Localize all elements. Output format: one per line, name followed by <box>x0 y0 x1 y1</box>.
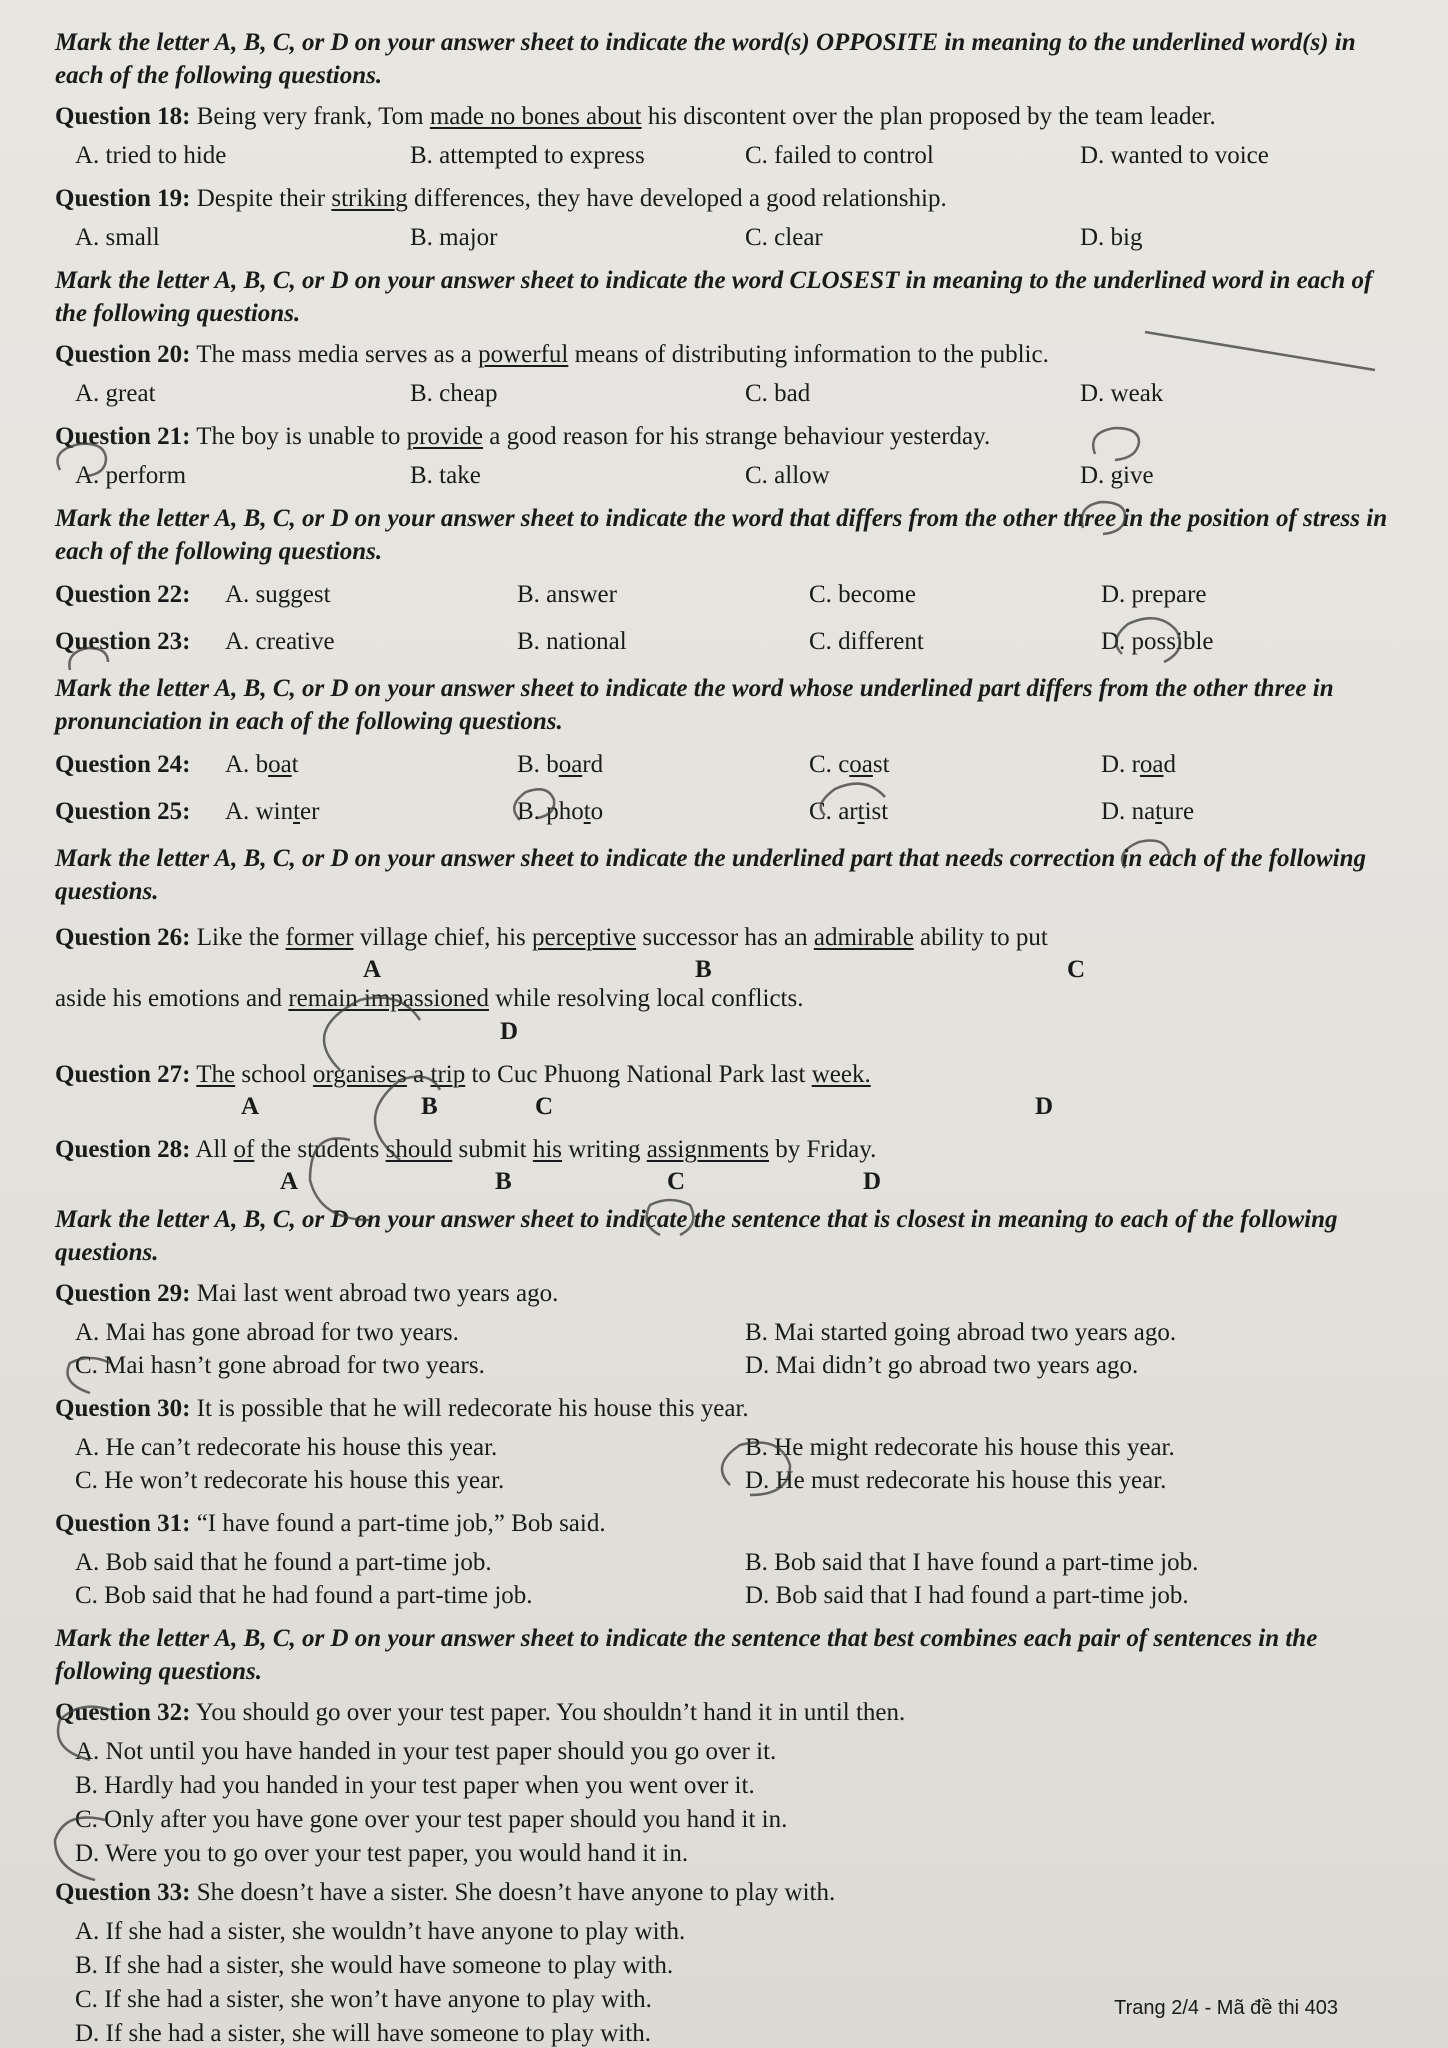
option-d[interactable]: D. Were you to go over your test paper, you would hand it in. <box>75 1840 689 1867</box>
mark-c: C <box>535 1092 554 1120</box>
option-b[interactable]: B. national <box>517 628 627 655</box>
option-c[interactable]: C. become <box>809 581 916 608</box>
option-a[interactable]: A. great <box>75 380 156 407</box>
options-33 <box>55 1915 1395 2048</box>
option-c[interactable]: C. clear <box>745 224 823 251</box>
question-25: Question 25: A. winter B. photo C. artist D. nature <box>55 795 1395 828</box>
mark-d: D <box>500 1017 519 1045</box>
mark-d: D <box>1035 1092 1054 1120</box>
options-18 <box>55 139 1395 172</box>
option-a[interactable]: A. creative <box>225 628 335 655</box>
part-b[interactable]: perceptive <box>532 924 637 951</box>
option-c[interactable]: C. Bob said that he had found a part-time job. <box>75 1582 533 1609</box>
option-b[interactable]: B. Hardly had you handed in your test paper when you went over it. <box>75 1772 755 1799</box>
question-21: Question 21: The boy is unable to provide a good reason for his strange behaviour yesterday. <box>55 423 991 450</box>
question-24: Question 24: A. boat B. board C. coast D. road <box>55 748 1395 781</box>
option-d[interactable]: D. big <box>1080 224 1143 251</box>
options-20 <box>55 377 1395 410</box>
option-c[interactable]: C. failed to control <box>745 142 934 169</box>
option-d[interactable]: D. road <box>1101 751 1176 778</box>
question-23: Question 23: A. creative B. national C. different D. possible <box>55 625 1395 658</box>
option-d[interactable]: D. He must redecorate his house this year. <box>745 1467 1167 1494</box>
option-c[interactable]: C. coast <box>809 751 890 778</box>
option-a[interactable]: A. suggest <box>225 581 331 608</box>
mark-a: A <box>280 1168 299 1195</box>
options-31 <box>55 1546 1395 1612</box>
option-c[interactable]: C. He won’t redecorate his house this year. <box>75 1467 505 1494</box>
part-b[interactable]: should <box>385 1135 453 1163</box>
option-d[interactable]: D. nature <box>1101 798 1195 825</box>
options-19 <box>55 221 1395 254</box>
option-c[interactable]: C. Only after you have gone over your test paper should you hand it in. <box>75 1806 788 1833</box>
mark-d: D <box>863 1168 882 1195</box>
page-content <box>55 20 1395 2048</box>
section-instruction: Mark the letter A, B, C, or D on your answer sheet to indicate the word that differs from the other three in the position of stress in each of the following questions. <box>55 505 1388 565</box>
option-b[interactable]: B. cheap <box>410 380 498 407</box>
page-footer: Trang 2/4 - Mã đề thi 403 <box>1114 1997 1338 2019</box>
question-31: Question 31: “I have found a part-time job,” Bob said. <box>55 1510 606 1537</box>
question-22: Question 22: A. suggest B. answer C. become D. prepare <box>55 578 1395 611</box>
option-a[interactable]: A. boat <box>225 751 299 778</box>
option-d[interactable]: D. Mai didn’t go abroad two years ago. <box>745 1352 1139 1379</box>
question-20: Question 20: The mass media serves as a powerful means of distributing information to the public. <box>55 341 1049 368</box>
question-28: Question 28: All of the students should submit his writing assignments by Friday. A B C D <box>55 1134 1395 1195</box>
mark-b: B <box>421 1092 438 1120</box>
part-d[interactable]: remain impassioned <box>288 985 489 1013</box>
option-d[interactable]: D. prepare <box>1101 581 1207 608</box>
option-b[interactable]: B. Mai started going abroad two years ago. <box>745 1319 1177 1346</box>
option-a[interactable]: A. tried to hide <box>75 142 227 169</box>
option-b[interactable]: B. Bob said that I have found a part-time job. <box>745 1549 1199 1576</box>
options-21 <box>55 459 1395 492</box>
question-26: Question 26: Like the former village chief, his perceptive successor has an admirable ability to put A B C aside his emotions and remain impassioned while resolving local conflicts. D <box>55 922 1395 1045</box>
section-instruction: Mark the letter A, B, C, or D on your answer sheet to indicate the word CLOSEST in meaning to the underlined word in each of the following questions. <box>55 267 1373 327</box>
question-30: Question 30: It is possible that he will redecorate his house this year. <box>55 1395 749 1422</box>
section-instruction: Mark the letter A, B, C, or D on your answer sheet to indicate the sentence that is closest in meaning to each of the following questions. <box>55 1206 1338 1266</box>
section-instruction: Mark the letter A, B, C, or D on your answer sheet to indicate the underlined part that needs correction in each of the following questions. <box>55 845 1366 905</box>
section-instruction: Mark the letter A, B, C, or D on your answer sheet to indicate the sentence that best combines each pair of sentences in the following questions. <box>55 1625 1318 1685</box>
option-d[interactable]: D. wanted to voice <box>1080 142 1269 169</box>
section-instruction: Mark the letter A, B, C, or D on your answer sheet to indicate the word(s) OPPOSITE in meaning to the underlined word(s) in each of the following questions. <box>55 29 1356 89</box>
option-c[interactable]: C. different <box>809 628 924 655</box>
option-d[interactable]: D. possible <box>1101 628 1214 655</box>
question-32: Question 32: You should go over your test paper. You shouldn’t hand it in until then. <box>55 1699 906 1726</box>
mark-b: B <box>495 1168 512 1195</box>
option-a[interactable]: A. Bob said that he found a part-time job. <box>75 1549 492 1576</box>
mark-a: A <box>363 956 382 984</box>
option-c[interactable]: C. allow <box>745 462 830 489</box>
option-a[interactable]: A. winter <box>225 798 320 825</box>
option-a[interactable]: A. small <box>75 224 160 251</box>
options-32 <box>55 1735 1395 1870</box>
question-33: Question 33: She doesn’t have a sister. She doesn’t have anyone to play with. <box>55 1879 836 1906</box>
option-a[interactable]: A. perform <box>75 462 187 489</box>
question-27: Question 27: The school organises a trip to Cuc Phuong National Park last week. A B C D <box>55 1059 1395 1120</box>
option-a[interactable]: A. If she had a sister, she wouldn’t have anyone to play with. <box>75 1918 686 1945</box>
part-d[interactable]: assignments <box>646 1135 769 1163</box>
part-a[interactable]: The <box>196 1060 236 1088</box>
part-a[interactable]: of <box>233 1135 255 1163</box>
question-19: Question 19: Despite their striking differences, they have developed a good relationship. <box>55 185 947 212</box>
option-b[interactable]: B. board <box>517 751 604 778</box>
options-30 <box>55 1431 1395 1497</box>
mark-c: C <box>1067 956 1086 984</box>
option-b[interactable]: B. take <box>410 462 481 489</box>
option-b[interactable]: B. photo <box>517 798 604 825</box>
option-d[interactable]: D. give <box>1080 462 1154 489</box>
part-a[interactable]: former <box>285 924 354 951</box>
option-b[interactable]: B. major <box>410 224 498 251</box>
option-c[interactable]: C. bad <box>745 380 811 407</box>
option-b[interactable]: B. If she had a sister, she would have someone to play with. <box>75 1952 674 1979</box>
option-a[interactable]: A. Not until you have handed in your test paper should you go over it. <box>75 1738 777 1765</box>
option-b[interactable]: B. attempted to express <box>410 142 645 169</box>
part-b[interactable]: organises <box>312 1060 407 1088</box>
section-instruction: Mark the letter A, B, C, or D on your answer sheet to indicate the word whose underlined part differs from the other three in pronunciation in each of the following questions. <box>55 675 1334 735</box>
option-a[interactable]: A. He can’t redecorate his house this year. <box>75 1434 498 1461</box>
option-a[interactable]: A. Mai has gone abroad for two years. <box>75 1319 459 1346</box>
option-b[interactable]: B. answer <box>517 581 617 608</box>
option-d[interactable]: D. Bob said that I had found a part-time job. <box>745 1582 1189 1609</box>
option-b[interactable]: B. He might redecorate his house this year. <box>745 1434 1175 1461</box>
options-29 <box>55 1316 1395 1382</box>
option-c[interactable]: C. Mai hasn’t gone abroad for two years. <box>75 1352 485 1379</box>
part-d[interactable]: week. <box>811 1060 871 1088</box>
mark-b: B <box>695 956 712 984</box>
option-c[interactable]: C. artist <box>809 798 889 825</box>
option-c[interactable]: C. If she had a sister, she won’t have anyone to play with. <box>75 1986 652 2013</box>
mark-c: C <box>667 1168 686 1195</box>
mark-a: A <box>241 1092 260 1120</box>
part-c[interactable]: admirable <box>813 924 914 951</box>
question-29: Question 29: Mai last went abroad two years ago. <box>55 1280 559 1307</box>
question-18: Question 18: Being very frank, Tom made no bones about his discontent over the plan proposed by the team leader. <box>55 103 1216 130</box>
option-d[interactable]: D. If she had a sister, she will have someone to play with. <box>75 2020 651 2047</box>
part-c[interactable]: trip <box>430 1060 466 1088</box>
part-c[interactable]: his <box>532 1135 563 1163</box>
option-d[interactable]: D. weak <box>1080 380 1164 407</box>
